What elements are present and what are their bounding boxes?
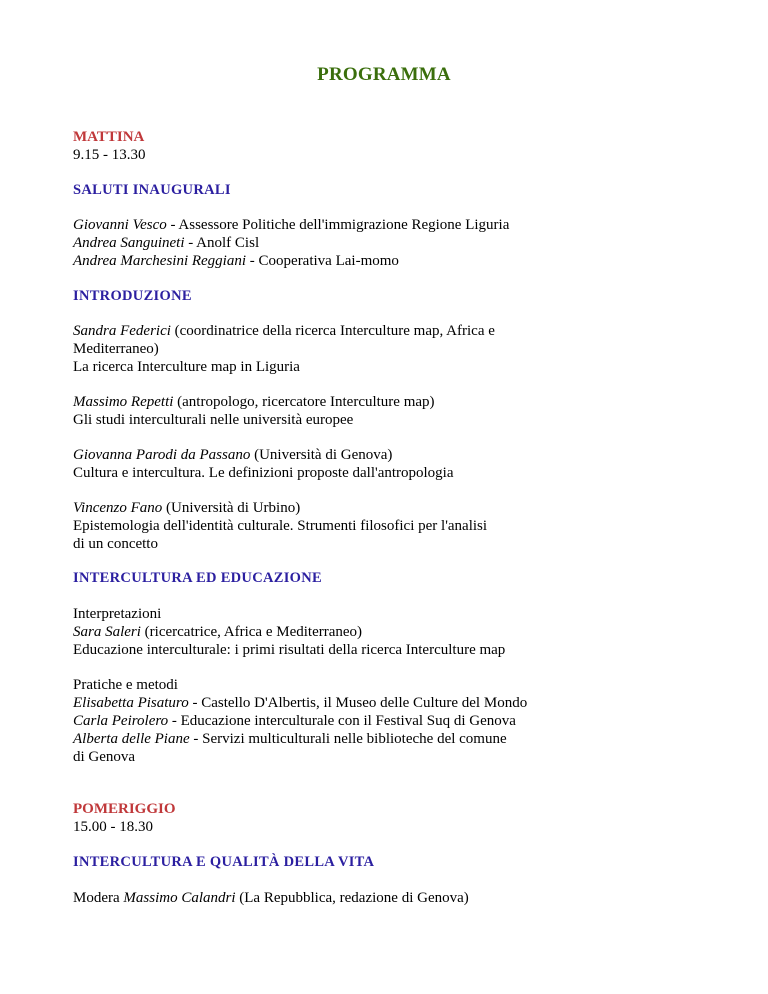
talk-item bbox=[73, 446, 454, 482]
talk-topic: La ricerca Interculture map in Liguria bbox=[73, 359, 300, 375]
moderator-prefix: Modera bbox=[73, 890, 124, 906]
speaker-affiliation: (Università di Urbino) bbox=[162, 500, 301, 516]
moderator-line bbox=[73, 889, 469, 907]
speaker-name: Andrea Sanguineti bbox=[73, 235, 185, 251]
talk-topic: Educazione interculturale: i primi risultati della ricerca Interculture map bbox=[73, 642, 506, 658]
education-heading: INTERCULTURA ED EDUCAZIONE bbox=[73, 570, 322, 586]
talk-topic-cont: di Genova bbox=[73, 749, 136, 765]
moderator-affiliation: (La Repubblica, redazione di Genova) bbox=[235, 890, 469, 906]
speaker-name: Carla Peirolero bbox=[73, 713, 169, 729]
practices-block bbox=[73, 676, 527, 766]
introduction-heading: INTRODUZIONE bbox=[73, 288, 192, 304]
subsection-label: Pratiche e metodi bbox=[73, 677, 178, 693]
morning-session bbox=[73, 128, 146, 164]
speaker-affiliation: (ricercatrice, Africa e Mediterraneo) bbox=[140, 624, 363, 640]
speaker-role: - Anolf Cisl bbox=[184, 235, 260, 251]
talk-topic: Cultura e intercultura. Le definizioni proposte dall'antropologia bbox=[73, 465, 454, 481]
morning-time: 9.15 - 13.30 bbox=[73, 147, 146, 163]
afternoon-time: 15.00 - 18.30 bbox=[73, 819, 153, 835]
quality-heading: INTERCULTURA E QUALITÀ DELLA VITA bbox=[73, 854, 375, 870]
talk-topic: Gli studi interculturali nelle università europee bbox=[73, 412, 354, 428]
list-item bbox=[73, 730, 527, 748]
speaker-name: Sandra Federici bbox=[73, 323, 171, 339]
list-item bbox=[73, 234, 509, 252]
speaker-role: - Assessore Politiche dell'immigrazione Regione Liguria bbox=[166, 217, 510, 233]
speaker-affiliation: (coordinatrice della ricerca Interculture map, Africa e bbox=[170, 323, 495, 339]
morning-label: MATTINA bbox=[73, 129, 145, 145]
speaker-name: Elisabetta Pisaturo bbox=[73, 695, 189, 711]
interpretations-block bbox=[73, 605, 505, 659]
talk-item bbox=[73, 322, 495, 376]
subsection-label: Interpretazioni bbox=[73, 606, 162, 622]
speaker-affiliation: (Università di Genova) bbox=[250, 447, 393, 463]
greetings-heading: SALUTI INAUGURALI bbox=[73, 182, 231, 198]
list-item bbox=[73, 694, 527, 712]
greetings-list bbox=[73, 216, 509, 270]
list-item bbox=[73, 216, 509, 234]
speaker-affiliation-cont: Mediterraneo) bbox=[73, 341, 159, 357]
talk-item bbox=[73, 393, 435, 429]
talk-topic: - Servizi multiculturali nelle biblioteche del comune bbox=[189, 731, 507, 747]
afternoon-session bbox=[73, 800, 176, 836]
speaker-role: - Cooperativa Lai-momo bbox=[246, 253, 399, 269]
speaker-affiliation: (antropologo, ricercatore Interculture map) bbox=[173, 394, 435, 410]
speaker-name: Giovanni Vesco bbox=[73, 217, 167, 233]
speaker-name: Giovanna Parodi da Passano bbox=[73, 447, 251, 463]
afternoon-label: POMERIGGIO bbox=[73, 801, 176, 817]
talk-topic-cont: di un concetto bbox=[73, 536, 158, 552]
list-item bbox=[73, 712, 527, 730]
talk-topic: Epistemologia dell'identità culturale. Strumenti filosofici per l'analisi bbox=[73, 518, 488, 534]
speaker-name: Sara Saleri bbox=[73, 624, 141, 640]
page-title: PROGRAMMA bbox=[317, 64, 451, 85]
speaker-name: Vincenzo Fano bbox=[73, 500, 163, 516]
list-item bbox=[73, 252, 509, 270]
talk-topic: - Educazione interculturale con il Festival Suq di Genova bbox=[168, 713, 516, 729]
talk-topic: - Castello D'Albertis, il Museo delle Culture del Mondo bbox=[188, 695, 528, 711]
speaker-name: Massimo Repetti bbox=[73, 394, 174, 410]
speaker-name: Andrea Marchesini Reggiani bbox=[73, 253, 247, 269]
speaker-name: Alberta delle Piane bbox=[73, 731, 190, 747]
talk-item bbox=[73, 499, 487, 553]
moderator-name: Massimo Calandri bbox=[123, 890, 236, 906]
